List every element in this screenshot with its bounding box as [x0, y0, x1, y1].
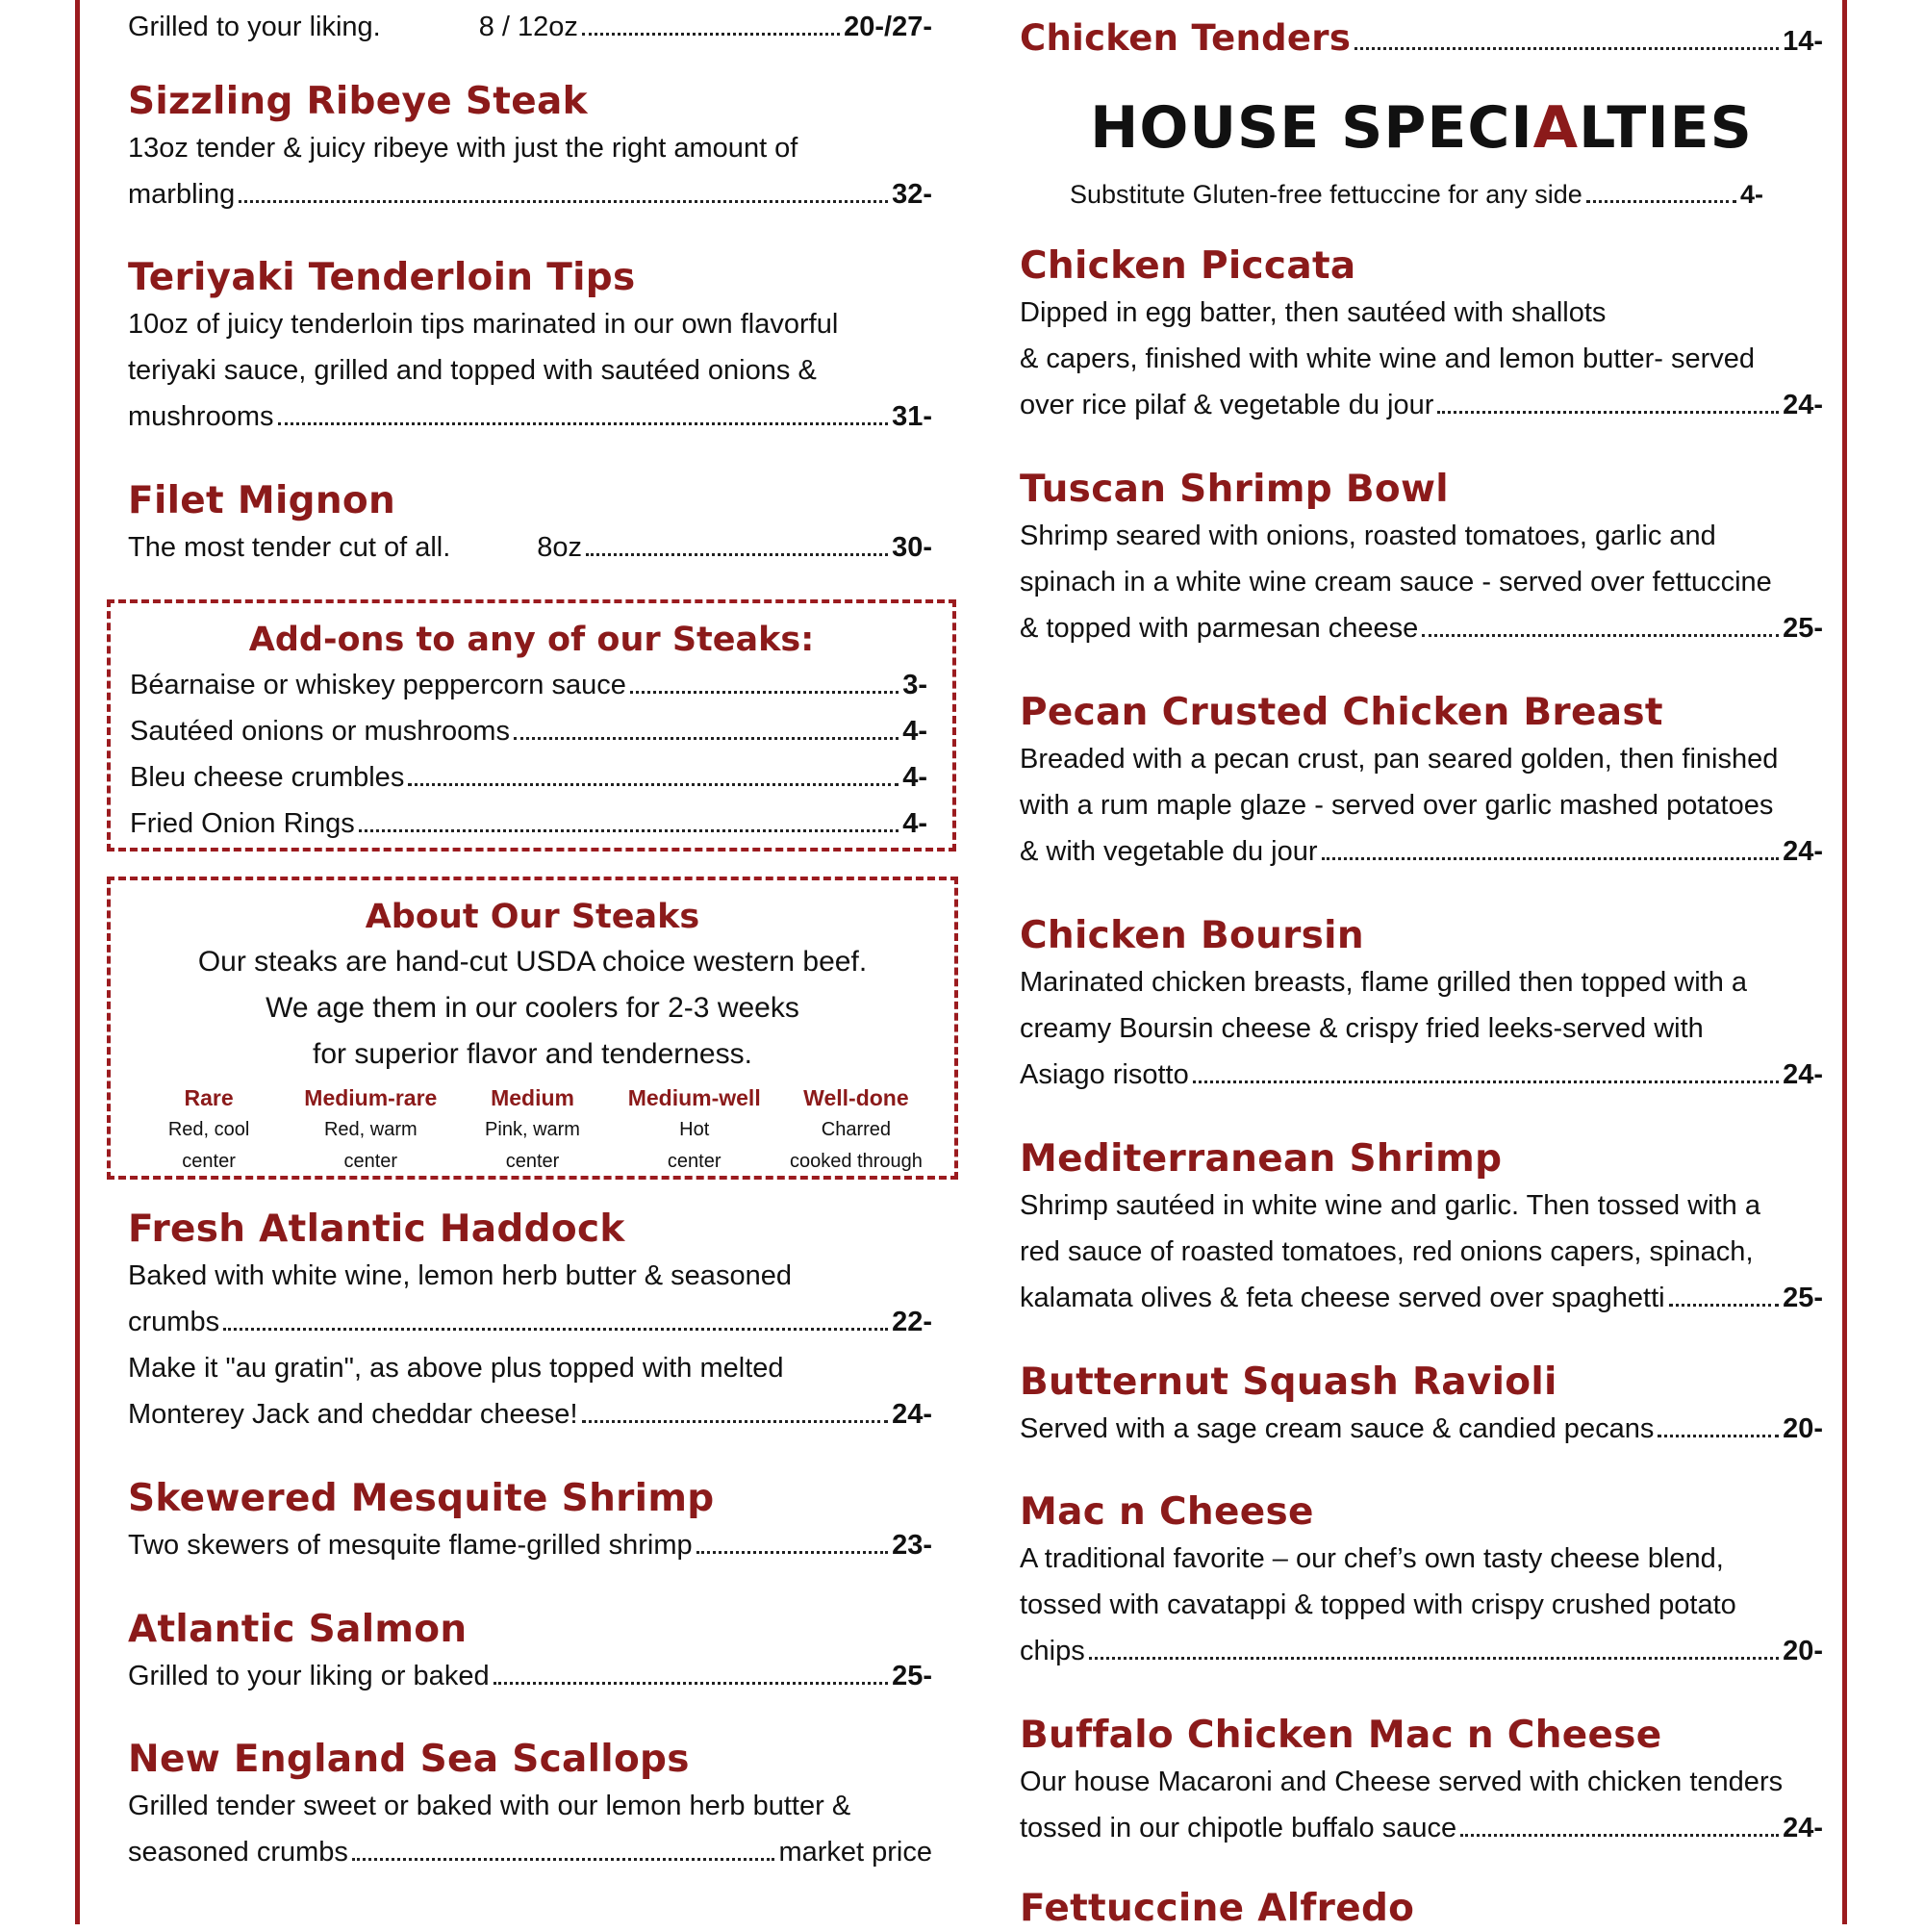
about-steaks-text: Our steaks are hand-cut USDA choice western beef. We age them in our coolers for 2-3 weeks for superior flavor and tenderness.	[197, 946, 868, 1070]
menu-item-buffalo-mac: Buffalo Chicken Mac n Cheese Our house Macaroni and Cheese served with chicken tenders tossed in our chipotle buffalo sauce 24-	[1020, 1714, 1823, 1843]
doneness-rare: Rare Red, cool center	[167, 1085, 250, 1172]
menu-item-chicken-tenders: Chicken Tenders 14-	[1020, 17, 1823, 59]
doneness-medium: Medium Pink, warm center	[485, 1085, 580, 1172]
menu-item-tuscan-shrimp: Tuscan Shrimp Bowl Shrimp seared with onions, roasted tomatoes, garlic and spinach in a white wine cream sauce - served over fettuccine & topped with parmesan cheese 25-	[1020, 468, 1823, 644]
menu-item-filet: Filet Mignon The most tender cut of all. 8oz 30-	[128, 479, 932, 563]
menu-frame-right	[1842, 0, 1847, 1924]
menu-item-mediterranean-shrimp: Mediterranean Shrimp Shrimp sautéed in white wine and garlic. Then tossed with a red sauce of roasted tomatoes, red onions capers, spinach, kalamata olives & feta cheese served over spaghetti 25-	[1020, 1137, 1823, 1313]
menu-item-scallops: New England Sea Scallops Grilled tender sweet or baked with our lemon herb butter & seasoned crumbs market price	[128, 1738, 932, 1868]
steak-sizes-line: Grilled to your liking. 8 / 12oz 20-/27-	[128, 12, 932, 42]
addon-item: Fried Onion Rings 4-	[130, 808, 927, 839]
addons-box: Add-ons to any of our Steaks: Béarnaise or whiskey peppercorn sauce 3- Sautéed onions or mushrooms 4- Bleu cheese crumbles 4- Fried Onion Rings 4-	[107, 599, 956, 852]
menu-item-teriyaki: Teriyaki Tenderloin Tips 10oz of juicy tenderloin tips marinated in our own flavorful teriyaki sauce, grilled and topped with sautéed onions & mushrooms 31-	[128, 256, 932, 432]
doneness-well-done: Well-done Charred cooked through	[789, 1085, 923, 1172]
addon-item: Béarnaise or whiskey peppercorn sauce 3-	[130, 670, 927, 700]
doneness-guide	[111, 1081, 954, 1178]
menu-item-pecan-chicken: Pecan Crusted Chicken Breast Breaded with a pecan crust, pan seared golden, then finished with a rum maple glaze - served over garlic mashed potatoes & with vegetable du jour 24-	[1020, 691, 1823, 867]
menu-frame-left	[75, 0, 80, 1924]
about-steaks-box: About Our Steaks Our steaks are hand-cut USDA choice western beef. We age them in our coolers for 2-3 weeks for superior flavor and tenderness. Rare Red, cool center Medium-rare Red, warm center Medium Pink, warm center Medium-well Hot center Well-done Charred cooked through	[107, 877, 958, 1180]
menu-item-fettuccine-alfredo: Fettuccine Alfredo	[1020, 1887, 1415, 1930]
house-specialties-heading: HOUSE SPECIALTIES	[1090, 94, 1753, 162]
addon-item: Sautéed onions or mushrooms 4-	[130, 716, 927, 747]
menu-item-mac-n-cheese: Mac n Cheese A traditional favorite – our chef’s own tasty cheese blend, tossed with cavatappi & topped with crispy crushed potato chips 20-	[1020, 1490, 1823, 1666]
menu-item-ribeye: Sizzling Ribeye Steak 13oz tender & juicy ribeye with just the right amount of marbling 32-	[128, 80, 932, 210]
doneness-medium-well: Medium-well Hot center	[627, 1085, 761, 1172]
menu-item-skewered-shrimp: Skewered Mesquite Shrimp Two skewers of mesquite flame-grilled shrimp 23-	[128, 1477, 932, 1561]
addons-list	[111, 662, 952, 847]
doneness-medium-rare: Medium-rare Red, warm center	[304, 1085, 438, 1172]
menu-item-haddock: Fresh Atlantic Haddock Baked with white wine, lemon herb butter & seasoned crumbs 22- Make it "au gratin", as above plus topped with melted Monterey Jack and cheddar cheese! 24-	[128, 1208, 932, 1430]
menu-item-squash-ravioli: Butternut Squash Ravioli Served with a sage cream sauce & candied pecans 20-	[1020, 1360, 1823, 1444]
menu-item-salmon: Atlantic Salmon Grilled to your liking or baked 25-	[128, 1608, 932, 1691]
menu-item-chicken-boursin: Chicken Boursin Marinated chicken breasts, flame grilled then topped with a creamy Boursin cheese & crispy fried leeks-served with Asiago risotto 24-	[1020, 914, 1823, 1090]
addon-item: Bleu cheese crumbles 4-	[130, 762, 927, 793]
gluten-free-note: Substitute Gluten-free fettuccine for any side 4-	[1070, 180, 1763, 209]
menu-item-chicken-piccata: Chicken Piccata Dipped in egg batter, then sautéed with shallots & capers, finished with white wine and lemon butter- served over rice pilaf & vegetable du jour 24-	[1020, 244, 1823, 420]
